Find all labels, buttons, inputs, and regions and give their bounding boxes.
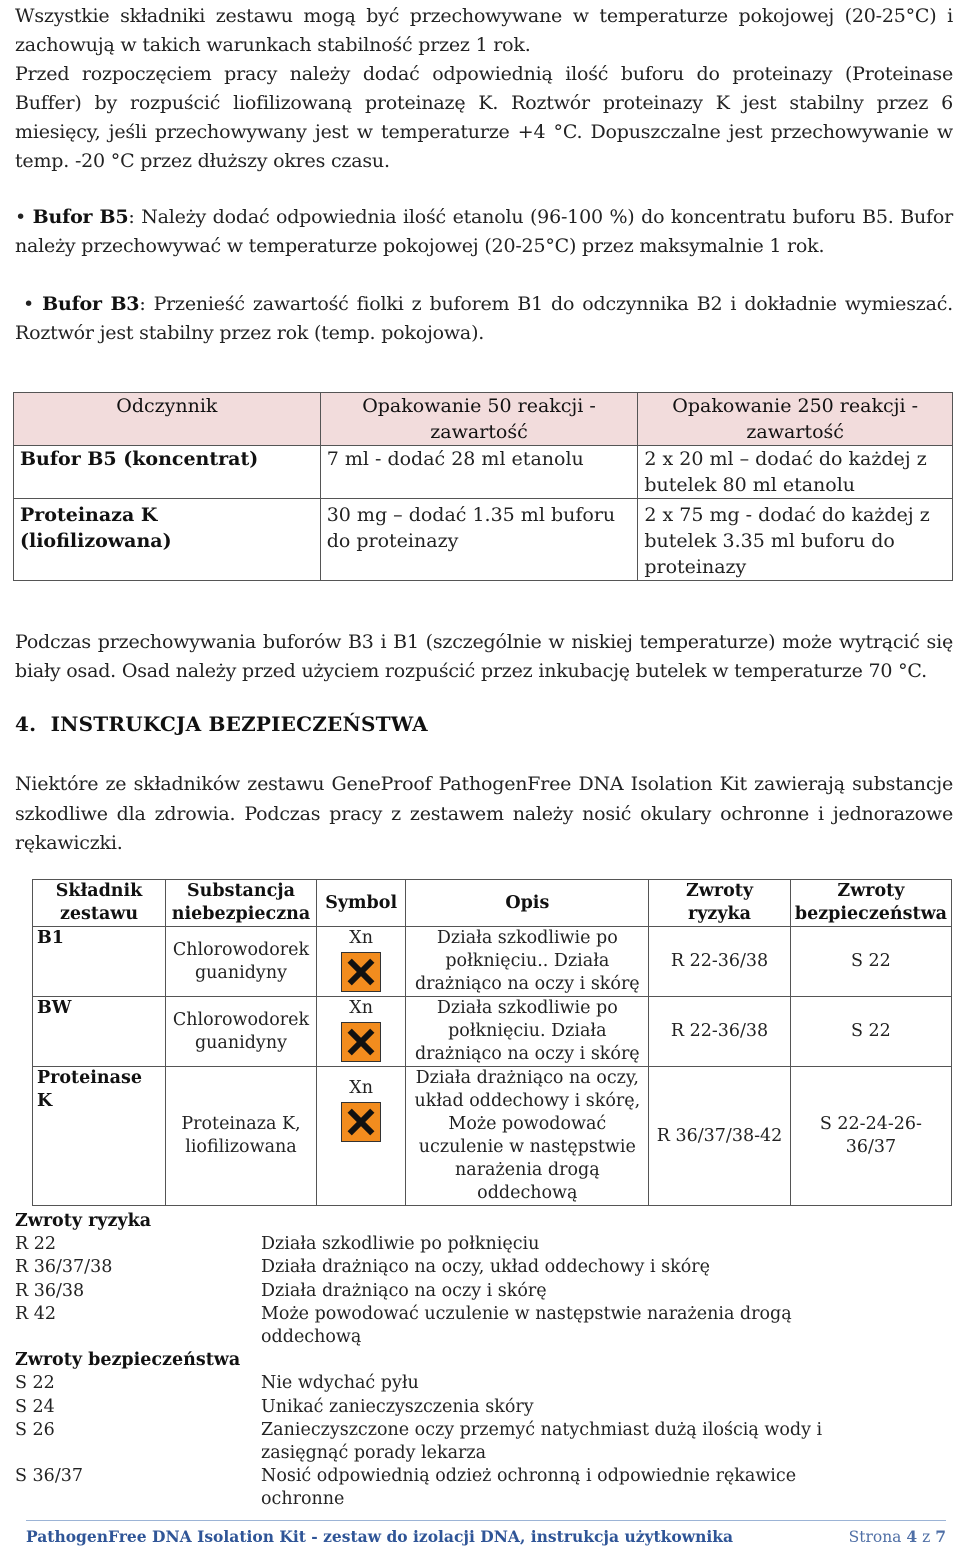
- symbol-code: Xn: [349, 928, 374, 948]
- phrase-code: R 36/38: [15, 1280, 85, 1301]
- col-header: Opakowanie 250 reakcji - zawartość: [638, 393, 953, 446]
- phrase-code: S 22: [15, 1373, 55, 1394]
- col-header: Zwroty ryzyka: [649, 880, 791, 927]
- table-row: [14, 499, 953, 581]
- bullet-b3-text: : Przenieść zawartość fiolki z buforem B1 do odczynnika B2 i dokładnie wymieszać. Roztwór jest stabilny przez rok (temp. pokojowa).: [15, 293, 953, 344]
- harmful-x-icon: [341, 1022, 381, 1062]
- list-item: [15, 1396, 861, 1419]
- total-pages: 7: [935, 1527, 946, 1546]
- safety-phrases-heading: Zwroty bezpieczeństwa: [15, 1350, 241, 1371]
- risk-phrases-heading: Zwroty ryzyka: [15, 1211, 152, 1231]
- risk-phrases: R 22-36/38: [649, 927, 791, 997]
- substance: Proteinaza K, liofilizowana: [166, 1067, 317, 1206]
- phrase-code: R 36/37/38: [15, 1257, 113, 1278]
- col-header: Substancja niebezpieczna: [166, 880, 317, 927]
- phrase-code: S 36/37: [15, 1466, 83, 1487]
- list-item: [15, 1280, 861, 1303]
- safety-phrases: S 22-24-26-36/37: [790, 1067, 951, 1206]
- risk-phrases: R 22-36/38: [649, 997, 791, 1067]
- substance: Chlorowodorek guanidyny: [166, 927, 317, 997]
- section-number: 4.: [15, 712, 37, 736]
- substance: Chlorowodorek guanidyny: [166, 997, 317, 1067]
- reagent-table: [13, 392, 953, 581]
- hazard-table-wrap: [15, 879, 952, 1206]
- list-item: [15, 1233, 861, 1256]
- col-header: Składnik zestawu: [33, 880, 166, 927]
- phrase-text: Nie wdychać pyłu: [261, 1373, 419, 1394]
- col-header: Symbol: [316, 880, 406, 927]
- phrase-code: S 26: [15, 1419, 55, 1440]
- description: Działa szkodliwie po połknięciu.. Działa drażniąco na oczy i skórę: [406, 927, 649, 997]
- storage-note: Podczas przechowywania buforów B3 i B1 (szczególnie w niskiej temperaturze) może wytrącić się biały osad. Osad należy przed użyciem rozpuścić przez inkubację butelek w temperaturze 70 °C.: [15, 631, 953, 682]
- symbol-cell: [316, 997, 406, 1067]
- page-prefix: Strona: [848, 1528, 902, 1546]
- phrase-text: Unikać zanieczyszczenia skóry: [261, 1396, 534, 1417]
- section-title: INSTRUKCJA BEZPIECZEŃSTWA: [50, 712, 428, 736]
- table-cell: 7 ml - dodać 28 ml etanolu: [320, 446, 638, 499]
- safety-phrases: S 22: [790, 927, 951, 997]
- page-of: z: [922, 1528, 931, 1546]
- harmful-x-icon: [341, 952, 381, 992]
- bullet-b5: • Bufor B5: Należy dodać odpowiednia ilość etanolu (96-100 %) do koncentratu buforu B5. Bufor należy przechowywać w temperaturze pokojowej (20-25°C) przez maksymalnie 1 rok.: [15, 206, 953, 257]
- list-item: [15, 1372, 861, 1395]
- table-row: [33, 997, 952, 1067]
- col-header: Zwroty bezpieczeństwa: [790, 880, 951, 927]
- intro-paragraph-1: Wszystkie składniki zestawu mogą być przechowywane w temperaturze pokojowej (20-25°C) i zachowują w takich warunkach stabilność przez 1 rok.: [15, 5, 953, 56]
- table-cell: Proteinaza K (liofilizowana): [14, 499, 321, 581]
- table-row: [33, 927, 952, 997]
- component-name: BW: [33, 997, 166, 1067]
- list-item: [15, 1465, 861, 1511]
- phrase-text: Może powodować uczulenie w następstwie narażenia drogą oddechową: [261, 1303, 792, 1348]
- list-item: [15, 1256, 861, 1279]
- component-name: Proteinase K: [33, 1067, 166, 1206]
- symbol-code: Xn: [349, 998, 374, 1018]
- reagent-table-header: [14, 393, 953, 446]
- description: Działa drażniąco na oczy, układ oddechowy i skórę, Może powodować uczulenie w następstwie narażenia drogą oddechową: [406, 1067, 649, 1206]
- hazard-table: [32, 879, 952, 1206]
- col-header: Opis: [406, 880, 649, 927]
- safety-intro: Niektóre ze składników zestawu GeneProof PathogenFree DNA Isolation Kit zawierają substancje szkodliwe dla zdrowia. Podczas pracy z zestawem należy nosić okulary ochronne i jednorazowe rękawiczki.: [15, 773, 953, 854]
- phrase-code: R 22: [15, 1234, 57, 1255]
- safety-phrases: S 22: [790, 997, 951, 1067]
- phrase-text: Działa drażniąco na oczy i skórę: [261, 1280, 547, 1301]
- current-page: 4: [906, 1527, 918, 1546]
- bullet-b5-label: Bufor B5: [32, 206, 129, 228]
- table-row: [33, 1067, 952, 1206]
- bullet-b3-label: Bufor B3: [42, 293, 140, 315]
- phrase-code: R 42: [15, 1303, 57, 1324]
- description: Działa szkodliwie po połknięciu. Działa drażniąco na oczy i skórę: [406, 997, 649, 1067]
- hazard-table-header: [33, 880, 952, 927]
- footer-title: PathogenFree DNA Isolation Kit - zestaw do izolacji DNA, instrukcja użytkownika: [26, 1527, 734, 1546]
- phrases-legend: [15, 1210, 861, 1512]
- component-name: B1: [33, 927, 166, 997]
- intro-paragraph-2: Przed rozpoczęciem pracy należy dodać odpowiednią ilość buforu do proteinazy (Proteinase Buffer) by rozpuścić liofilizowaną proteinazę K. Roztwór proteinazy K jest stabilny przez 6 miesięcy, jeśli przechowywany jest w temperaturze +4 °C. Dopuszczalne jest przechowywanie w temp. -20 °C przez dłuższy okres czasu.: [15, 63, 953, 172]
- table-cell: 30 mg – dodać 1.35 ml buforu do proteinazy: [320, 499, 638, 581]
- col-header: Odczynnik: [14, 393, 321, 446]
- table-cell: 2 x 75 mg - dodać do każdej z butelek 3.35 ml buforu do proteinazy: [638, 499, 953, 581]
- reagent-table-wrap: [15, 392, 953, 581]
- col-header: Opakowanie 50 reakcji - zawartość: [320, 393, 638, 446]
- phrase-code: S 24: [15, 1396, 55, 1417]
- bullet-b5-text: : Należy dodać odpowiednia ilość etanolu (96-100 %) do koncentratu buforu B5. Bufor należy przechowywać w temperaturze pokojowej (20-25°C) przez maksymalnie 1 rok.: [15, 206, 953, 257]
- table-cell: Bufor B5 (koncentrat): [14, 446, 321, 499]
- bullet-b3: • Bufor B3: Przenieść zawartość fiolki z buforem B1 do odczynnika B2 i dokładnie wymieszać. Roztwór jest stabilny przez rok (temp. pokojowa).: [15, 293, 953, 344]
- symbol-code: Xn: [349, 1078, 374, 1098]
- phrase-text: Działa szkodliwie po połknięciu: [261, 1234, 540, 1255]
- phrase-text: Nosić odpowiednią odzież ochronną i odpowiednie rękawice ochronne: [261, 1466, 797, 1510]
- list-item: [15, 1303, 861, 1349]
- harmful-x-icon: [341, 1102, 381, 1142]
- phrase-text: Działa drażniąco na oczy, układ oddechowy i skórę: [261, 1257, 710, 1278]
- symbol-cell: [316, 1067, 406, 1206]
- section-heading: [15, 712, 428, 736]
- page-number: [849, 1527, 946, 1546]
- table-cell: 2 x 20 ml – dodać do każdej z butelek 80 ml etanolu: [638, 446, 953, 499]
- list-item: [15, 1419, 861, 1465]
- phrase-text: Zanieczyszczone oczy przemyć natychmiast dużą ilością wody i zasięgnąć porady lekarza: [261, 1419, 823, 1464]
- page-footer: [26, 1520, 946, 1546]
- table-row: [14, 446, 953, 499]
- symbol-cell: [316, 927, 406, 997]
- risk-phrases: R 36/37/38-42: [649, 1067, 791, 1206]
